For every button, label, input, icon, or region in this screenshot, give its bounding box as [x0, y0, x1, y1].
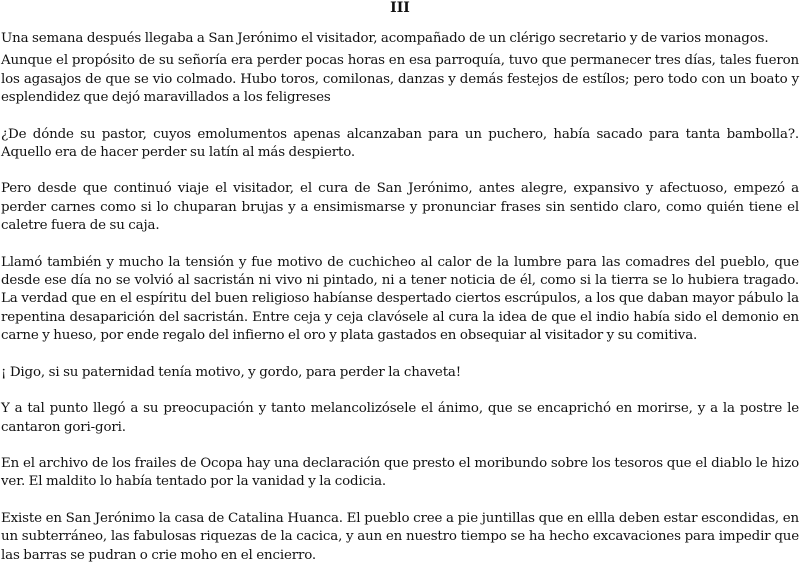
paragraph-2: Aunque el propósito de su señoría era perder pocas horas en esa parroquía, tuvo que permanecer tres días, tales fueron los agasajos de que se vio colmado. Hubo toros, comilonas, danzas y demás festejos de estílos; pero todo con un boato y esplendidez que dejó maravillados a los feligreses [1, 53, 799, 106]
paragraph-1: Una semana después llegaba a San Jerónimo el visitador, acompañado de un clérigo secretario y de varios monagos. [1, 31, 769, 46]
paragraph-6: ¡ Digo, si su paternidad tenía motivo, y gordo, para perder la chaveta! [1, 364, 461, 380]
paragraph-5: Llamó también y mucho la tensión y fue motivo de cuchicheo al calor de la lumbre para las comadres del pueblo, que desde ese día no se volvió al sacristán ni vivo ni pintado, ni a tener noticia de él, como si la tierra se lo hubiera tragado. La verdad que en el espíritu del buen religioso habíanse despertado ciertos escrúpulos, a los que daban mayor pábulo la repentina desaparición del sacristán. Entre ceja y ceja clavósele al cura la idea de que el indio había sido el demonio en carne y hueso, por ende regalo del infierno el oro y plata gastados en obsequiar al visitador y su comitiva. [1, 254, 799, 344]
chapter-heading: III [390, 0, 410, 16]
paragraph-7: Y a tal punto llegó a su preocupación y tanto melancolizósele el ánimo, que se encaprichó en morirse, y a la postre le cantaron gori-gori. [1, 401, 799, 435]
paragraph-8: En el archivo de los frailes de Ocopa hay una declaración que presto el moribundo sobre los tesoros que el diablo le hizo ver. El maldito lo había tentado por la vanidad y la codicia. [1, 455, 799, 490]
paragraph-3: ¿De dónde su pastor, cuyos emolumentos apenas alcanzaban para un puchero, había sacado para tanta bambolla?. Aquello era de hacer perder su latín al más despierto. [1, 126, 799, 161]
paragraph-9: Existe en San Jerónimo la casa de Catalina Huanca. El pueblo cree a pie juntillas que en ellla deben estar escondidas, en un subterráneo, las fabulosas riquezas de la cacica, y aun en nuestro tiempo se ha hecho excavaciones para impedir que las barras se pudran o crie moho en el encierro. [1, 510, 799, 563]
paragraph-4: Pero desde que continuó viaje el visitador, el cura de San Jerónimo, antes alegre, expansivo y afectuoso, empezó a perder carnes como si lo chuparan brujas y a ensimismarse y pronunciar frases sin sentido claro, como quién tiene el caletre fuera de su caja. [1, 181, 799, 234]
